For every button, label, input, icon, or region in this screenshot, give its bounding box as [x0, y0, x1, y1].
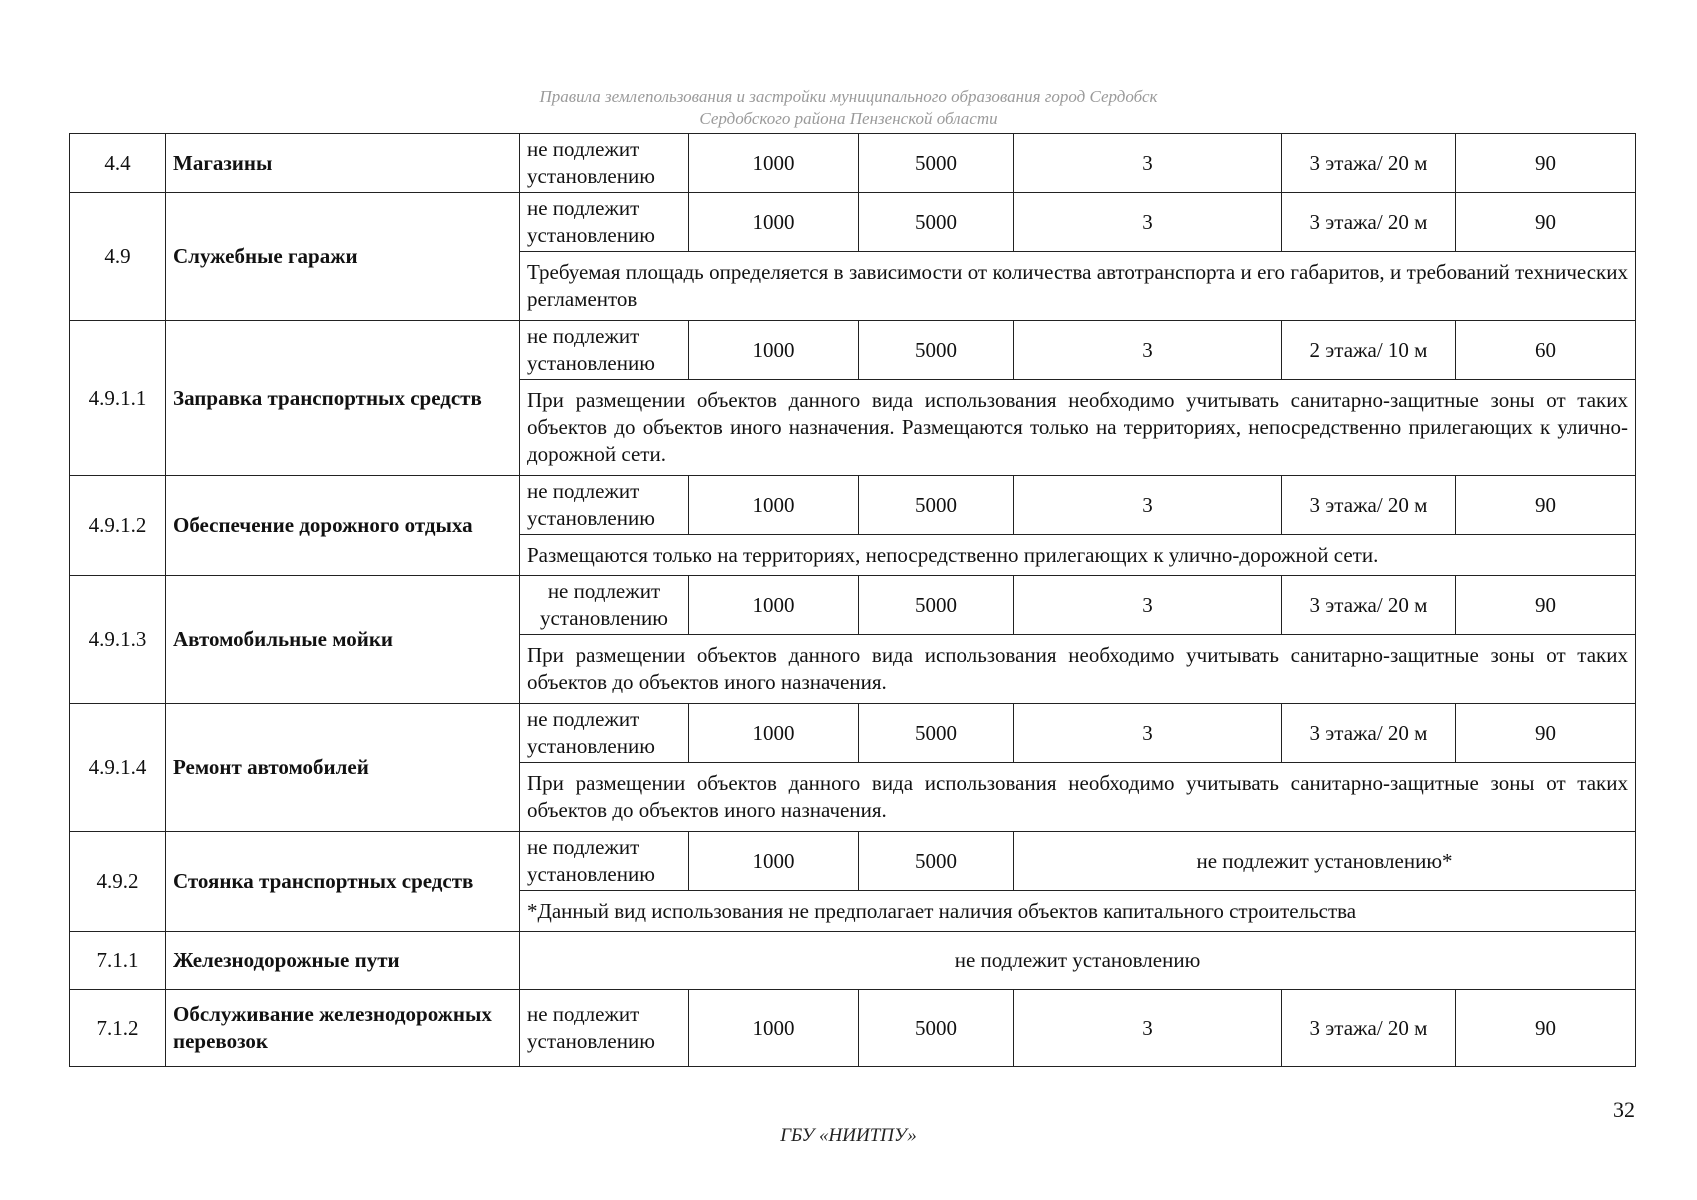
- merged-value: не подлежит установлению*: [1014, 832, 1636, 891]
- page-number: 32: [1613, 1097, 1635, 1122]
- cell-value: 3: [1014, 704, 1282, 763]
- header-line-2: Сердобского района Пензенской области: [699, 109, 998, 128]
- cell-value: 90: [1456, 990, 1636, 1067]
- row-code: 4.9: [70, 193, 166, 321]
- table-row: [70, 476, 1636, 535]
- row-name: Служебные гаражи: [166, 193, 520, 321]
- row-code: 4.9.1.1: [70, 321, 166, 476]
- row-name: Магазины: [166, 134, 520, 193]
- cell-value: 1000: [689, 476, 859, 535]
- cell-value: 3 этажа/ 20 м: [1282, 476, 1456, 535]
- cell-value: 3 этажа/ 20 м: [1282, 576, 1456, 635]
- cell-value: 3: [1014, 321, 1282, 380]
- table-row: [70, 193, 1636, 252]
- header-line-1: Правила землепользования и застройки муниципального образования город Сердобск: [539, 87, 1158, 106]
- row-name: Стоянка транспортных средств: [166, 832, 520, 932]
- merged-value: не подлежит установлению: [520, 932, 1636, 990]
- row-name: Автомобильные мойки: [166, 576, 520, 704]
- cell-value: 90: [1456, 576, 1636, 635]
- cell-value: не подлежит установлению: [520, 476, 689, 535]
- row-note: При размещении объектов данного вида использования необходимо учитывать санитарно-защитные зоны от таких объектов до объектов иного назначения. Размещаются только на территориях, непосредственно прилегающих к улично-дорожной сети.: [520, 380, 1636, 476]
- cell-value: 1000: [689, 576, 859, 635]
- cell-value: 1000: [689, 193, 859, 252]
- row-code: 7.1.1: [70, 932, 166, 990]
- table-row: [70, 932, 1636, 990]
- cell-value: 1000: [689, 990, 859, 1067]
- cell-value: 5000: [859, 576, 1014, 635]
- cell-value: не подлежит установлению: [520, 321, 689, 380]
- table-row: [70, 576, 1636, 635]
- row-note: Требуемая площадь определяется в зависимости от количества автотранспорта и его габаритов, и требований технических регламентов: [520, 252, 1636, 321]
- row-name: Заправка транспортных средств: [166, 321, 520, 476]
- document-header: [0, 86, 1697, 130]
- cell-value: 3: [1014, 134, 1282, 193]
- row-note: При размещении объектов данного вида использования необходимо учитывать санитарно-защитные зоны от таких объектов до объектов иного назначения.: [520, 763, 1636, 832]
- row-code: 4.9.1.4: [70, 704, 166, 832]
- row-note: При размещении объектов данного вида использования необходимо учитывать санитарно-защитные зоны от таких объектов до объектов иного назначения.: [520, 635, 1636, 704]
- document-footer: ГБУ «НИИТПУ»: [780, 1125, 917, 1146]
- row-code: 4.9.1.2: [70, 476, 166, 576]
- cell-value: 3 этажа/ 20 м: [1282, 193, 1456, 252]
- cell-value: 2 этажа/ 10 м: [1282, 321, 1456, 380]
- cell-value: 3: [1014, 193, 1282, 252]
- row-name: Обеспечение дорожного отдыха: [166, 476, 520, 576]
- table-row: [70, 832, 1636, 891]
- cell-value: не подлежит установлению: [520, 704, 689, 763]
- cell-value: не подлежит установлению: [520, 193, 689, 252]
- cell-value: 1000: [689, 321, 859, 380]
- cell-value: 90: [1456, 476, 1636, 535]
- cell-value: 3 этажа/ 20 м: [1282, 990, 1456, 1067]
- cell-value: 1000: [689, 704, 859, 763]
- row-code: 4.4: [70, 134, 166, 193]
- cell-value: 90: [1456, 134, 1636, 193]
- cell-value: 5000: [859, 134, 1014, 193]
- table-row: [70, 321, 1636, 380]
- cell-value: 1000: [689, 832, 859, 891]
- cell-value: 90: [1456, 704, 1636, 763]
- cell-value: не подлежит установлению: [520, 832, 689, 891]
- table-row: [70, 134, 1636, 193]
- cell-value: 3: [1014, 990, 1282, 1067]
- row-code: 4.9.1.3: [70, 576, 166, 704]
- cell-value: 5000: [859, 832, 1014, 891]
- cell-value: не подлежит установлению: [520, 576, 689, 635]
- cell-value: 3 этажа/ 20 м: [1282, 704, 1456, 763]
- cell-value: не подлежит установлению: [520, 134, 689, 193]
- land-use-table: [69, 133, 1636, 1067]
- cell-value: 5000: [859, 193, 1014, 252]
- table-row: [70, 990, 1636, 1067]
- cell-value: не подлежит установлению: [520, 990, 689, 1067]
- cell-value: 60: [1456, 321, 1636, 380]
- cell-value: 5000: [859, 321, 1014, 380]
- cell-value: 3: [1014, 576, 1282, 635]
- cell-value: 5000: [859, 476, 1014, 535]
- cell-value: 3 этажа/ 20 м: [1282, 134, 1456, 193]
- cell-value: 1000: [689, 134, 859, 193]
- cell-value: 5000: [859, 704, 1014, 763]
- row-name: Обслуживание железнодорожных перевозок: [166, 990, 520, 1067]
- cell-value: 90: [1456, 193, 1636, 252]
- cell-value: 3: [1014, 476, 1282, 535]
- row-name: Ремонт автомобилей: [166, 704, 520, 832]
- row-code: 4.9.2: [70, 832, 166, 932]
- row-note: Размещаются только на территориях, непосредственно прилегающих к улично-дорожной сети.: [520, 535, 1636, 576]
- row-note: *Данный вид использования не предполагает наличия объектов капитального строительства: [520, 891, 1636, 932]
- row-name: Железнодорожные пути: [166, 932, 520, 990]
- cell-value: 5000: [859, 990, 1014, 1067]
- row-code: 7.1.2: [70, 990, 166, 1067]
- table-row: [70, 704, 1636, 763]
